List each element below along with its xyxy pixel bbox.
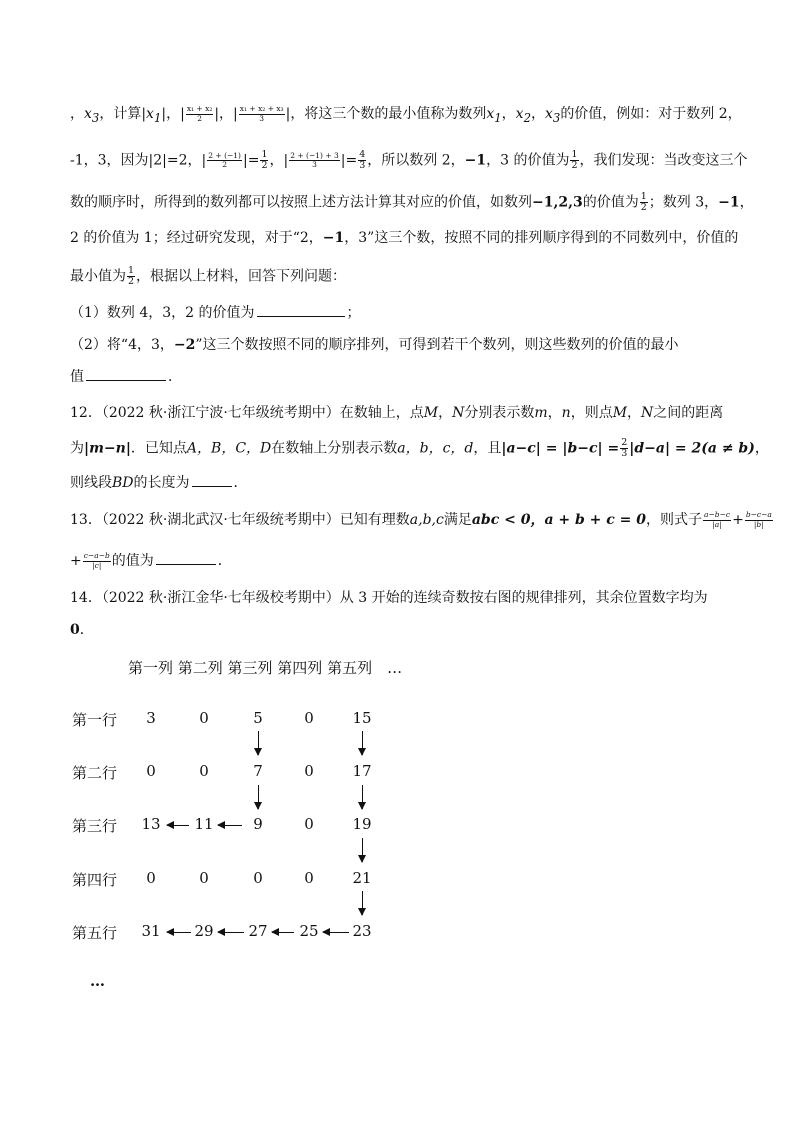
text: 值 [70,369,84,385]
row-label: 第二行 [72,764,118,782]
text: |= [340,152,358,169]
sub-question-2-cont [70,366,182,387]
text: ．已知点 [130,440,187,457]
grid-cell: 0 [199,869,209,887]
text: （1）数列 4，3，2 的价值为 [70,305,255,321]
question-12-line-1 [70,403,723,423]
down-arrow-icon [258,731,259,755]
text: ， [754,440,769,457]
var: M [612,405,628,421]
fraction: $\frac{1}{2}$ [571,149,578,171]
grid-cell: 31 [141,922,161,940]
math: |m−n| [84,440,131,457]
text: -1，3，因为|2|=2，| [70,152,207,169]
grid-cell: 9 [253,815,263,833]
math: −1 [718,194,740,211]
fraction: $\frac{b-c-a}{|b|}$ [745,510,772,529]
x1-var: $x_1$ [146,106,162,125]
text: ，我们发现：当改变这三个 [579,152,748,169]
text: 的价值，例如：对于数列 2， [560,106,742,122]
text: ，则式子 [646,512,703,528]
row-label: 第三行 [72,817,118,835]
math: 0 [70,622,80,638]
text: 12．（2022 秋·浙江宁波·七年级统考期中）在数轴上，点 [70,405,424,421]
grid-cell: 25 [299,922,319,940]
grid-cell: 0 [304,709,314,727]
text: ，3”这三个数，按照不同的排列顺序得到的不同数列中，价值的 [344,230,739,246]
fraction: $\frac{2 + (-1) + 3}{3}$ [290,150,339,169]
text: ，3 的价值为 [486,152,570,169]
text: 数的顺序时，所得到的数列都可以按照上述方法计算其对应的价值，如数列 [70,194,532,211]
text: ， [438,405,453,421]
intro-line-5 [70,266,346,287]
text: ， [530,106,545,122]
fraction: $\frac{\text{x₁ + x₂}}{2}$ [186,104,213,123]
grid-cell: 17 [352,762,372,780]
text: ， [547,405,562,421]
grid-cell: 0 [199,709,209,727]
fraction: $\frac{\text{x₁ + x₂ + x₃}}{3}$ [239,104,284,123]
grid-cell: 11 [194,815,214,833]
question-12-line-2 [70,438,769,459]
text: ”这三个数按照不同的顺序排列，可得到若干个数列，则这些数列的价值的最小 [195,337,679,353]
text: ，| [269,152,289,169]
fraction: $\frac{1}{2}$ [640,191,647,213]
text: ，计算| [99,106,147,122]
row-label: 第一行 [72,711,118,729]
fraction: $\frac{2}{3}$ [621,437,628,459]
grid-cell: 0 [146,869,156,887]
x1-var: $x_1$ [486,106,502,125]
grid-cell: 7 [253,762,263,780]
intro-line-3 [70,192,754,213]
text: ， [501,106,516,122]
text: 之间的距离 [653,405,724,421]
text: 最小值为 [70,268,126,285]
grid-cell: 5 [253,709,263,727]
grid-cell: 27 [248,922,268,940]
text: 为 [70,440,84,457]
grid-cell: 23 [352,922,372,940]
grid-cell: 13 [141,815,161,833]
left-arrow-icon [272,932,294,933]
down-arrow-icon [362,731,363,755]
question-14-line-1 [70,588,708,608]
grid-cell: 0 [304,815,314,833]
text: ；数列 3， [648,194,719,211]
text: ，所以数列 2， [367,152,465,169]
var: N [641,405,654,421]
down-arrow-icon [362,838,363,862]
grid-cell: 0 [304,869,314,887]
text: + [732,512,744,528]
math: −1,2,3 [532,194,583,211]
var: n [561,405,571,421]
down-arrow-icon [362,785,363,809]
text: 的价值为 [582,194,639,211]
question-13-line-2 [70,550,232,571]
text: |，将这三个数的最小值称为数列 [285,106,487,122]
math: |d−a| = 2(a ≠ b) [629,440,755,457]
answer-blank[interactable] [257,302,345,317]
intro-line-1 [70,104,742,128]
sub-question-1 [70,302,361,323]
math: abc < 0，a + b + c = 0 [471,512,647,528]
left-arrow-icon [167,932,191,933]
text: 满足 [443,512,472,528]
fraction: $\frac{4}{3}$ [359,149,366,171]
var: m [534,405,548,421]
text: |，| [161,106,185,122]
left-arrow-icon [218,932,244,933]
grid-cell: 3 [146,709,156,727]
answer-blank[interactable] [192,472,232,487]
math: |a−c| = |b−c| = [501,440,620,457]
text: ，则点 [570,405,613,421]
down-arrow-icon [258,785,259,809]
continuation-dots: … [90,972,105,990]
question-14-line-2 [70,620,94,640]
var: N [452,405,465,421]
x3-var: $x_3$ [544,106,561,125]
text: 14．（2022 秋·浙江金华·七年级校考期中）从 3 开始的连续奇数按右图的规律排列，其余位置数字均为 [70,590,708,606]
grid-cell: 29 [194,922,214,940]
text: 则线段 [70,475,112,491]
question-13-line-1 [70,510,774,530]
math: −2 [173,337,196,353]
x3-var: $x_3$ [84,106,100,125]
intro-line-4 [70,228,738,248]
text: |，| [214,106,238,122]
text: 2 的价值为 1；经过研究发现，对于“2， [70,230,323,246]
text: ； [346,305,361,321]
grid-cell: 21 [352,869,372,887]
text: ， [739,194,754,211]
math: −1 [464,152,487,169]
text: （2）将“4，3， [70,337,174,353]
text: 13．（2022 秋·湖北武汉·七年级统考期中）已知有理数 [70,512,410,528]
grid-cell: 0 [253,869,263,887]
row-label: 第四行 [72,871,118,889]
grid-cell: 0 [199,762,209,780]
x2-var: $x_2$ [515,106,531,125]
grid-cell: 0 [304,762,314,780]
question-12-line-3 [70,472,248,493]
text: 在数轴上分别表示数 [271,440,398,457]
answer-blank[interactable] [86,366,166,381]
fraction: $\frac{2 + (-1)}{2}$ [208,150,241,169]
left-arrow-icon [218,825,242,826]
down-arrow-icon [362,891,363,915]
grid-cell: 0 [146,762,156,780]
column-header: 第一列 第二列 第三列 第四列 第五列 … [128,659,403,677]
text: 分别表示数 [464,405,535,421]
sub-question-2 [70,335,679,355]
math: a，b，c，d [397,440,474,457]
math: a,b,c [409,512,444,528]
text: ，且 [473,440,502,457]
fraction: $\frac{1}{2}$ [128,265,135,287]
grid-cell: 15 [352,709,372,727]
text: ，根据以上材料，回答下列问题： [136,268,347,285]
intro-line-2 [70,150,748,171]
text: ． [217,553,232,569]
left-arrow-icon [167,825,189,826]
text: 的值为 [111,553,154,569]
text: |= [242,152,260,169]
text: ， [70,106,84,122]
row-label: 第五行 [72,924,118,942]
text: ， [627,405,642,421]
math: −1 [322,230,345,246]
answer-blank[interactable] [156,550,216,565]
var: M [423,405,439,421]
var: BD [112,475,134,491]
text: ． [168,369,182,385]
left-arrow-icon [323,932,349,933]
text: 的长度为 [133,475,190,491]
text: ． [79,622,94,638]
text: ． [233,475,248,491]
fraction: $\frac{a-b-c}{|a|}$ [704,510,731,529]
math: A，B，C，D [186,440,272,457]
text: + [70,553,82,569]
grid-cell: 19 [352,815,372,833]
fraction: $\frac{1}{2}$ [261,149,268,171]
fraction: $\frac{c-a-b}{|c|}$ [83,551,110,570]
